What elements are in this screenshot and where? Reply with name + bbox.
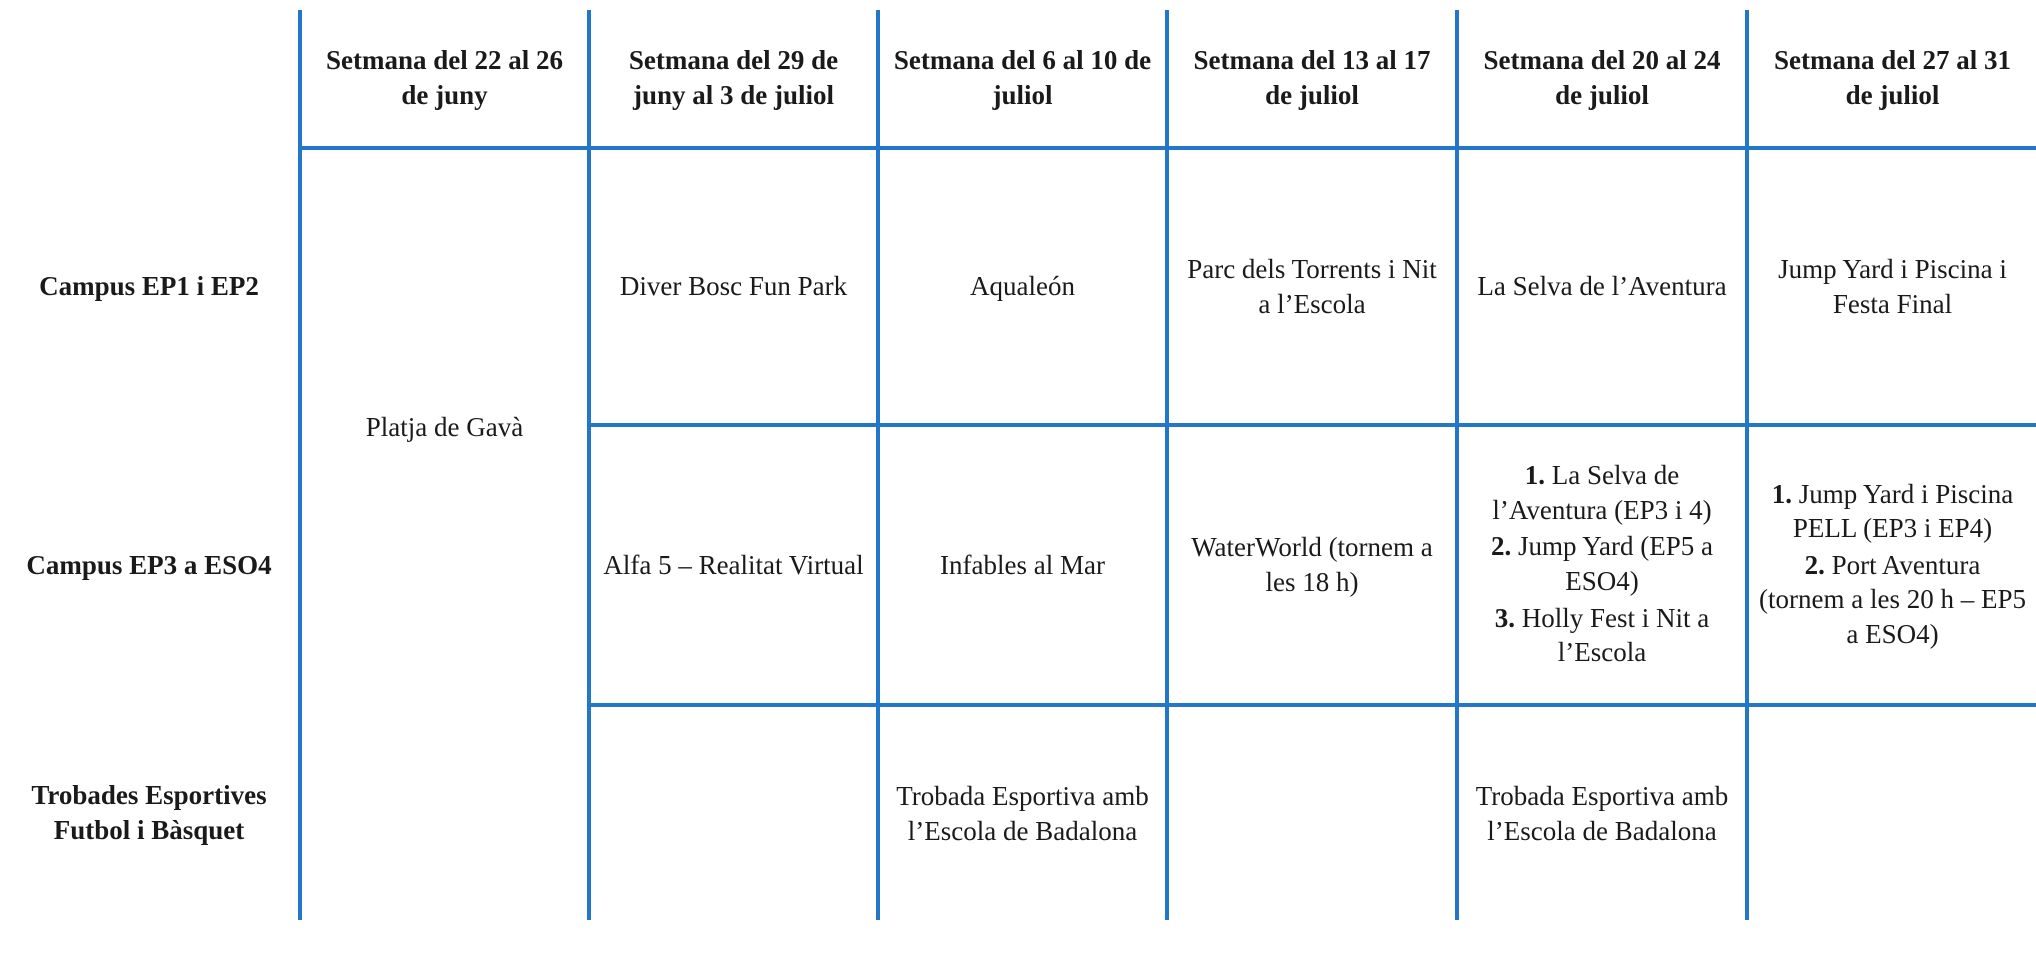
cell-ep1ep2-week5: La Selva de l’Aventura (1457, 148, 1747, 425)
cell-ep3eso4-week4: WaterWorld (tornem a les 18 h) (1167, 425, 1457, 705)
table-row (0, 705, 2036, 920)
column-header-week-5: Setmana del 20 al 24 de juliol (1457, 10, 1747, 148)
list-item-number: 1. (1524, 460, 1546, 491)
cell-trobades-week1 (300, 705, 589, 920)
cell-trobades-week6 (1747, 705, 2036, 920)
cell-trobades-week4 (1167, 705, 1457, 920)
activity-list-week6 (1759, 477, 2026, 652)
list-item-label: Port Aventura (tornem a les 20 h – EP5 a ESO4) (1759, 549, 2026, 649)
list-item-label: La Selva de l’Aventura (EP3 i 4) (1492, 460, 1712, 525)
row-label-trobades-esportives: Trobades Esportives Futbol i Bàsquet (31, 779, 267, 845)
list-item-number: 2. (1804, 549, 1825, 580)
cell-trobades-week2 (589, 705, 878, 920)
list-item (1759, 477, 2026, 546)
list-item (1469, 458, 1735, 527)
cell-ep1ep2-week4: Parc dels Torrents i Nit a l’Escola (1167, 148, 1457, 425)
list-item-number: 1. (1771, 478, 1792, 509)
cell-trobades-week3: Trobada Esportiva amb l’Escola de Badalona (878, 705, 1167, 920)
cell-platja-de-gava: Platja de Gavà (300, 148, 589, 705)
cell-ep1ep2-week2: Diver Bosc Fun Park (589, 148, 878, 425)
list-item (1469, 601, 1735, 670)
list-item-label: Holly Fest i Nit a l’Escola (1521, 602, 1710, 668)
table-header-row (0, 10, 2036, 148)
column-header-week-6: Setmana del 27 al 31 de juliol (1747, 10, 2036, 148)
row-label-campus-ep1-ep2: Campus EP1 i EP2 (39, 271, 259, 302)
cell-ep3eso4-week3: Infables al Mar (878, 425, 1167, 705)
cell-ep3eso4-week5 (1457, 425, 1747, 705)
column-header-week-2: Setmana del 29 de juny al 3 de juliol (589, 10, 878, 148)
activity-list-week5 (1469, 458, 1735, 669)
cell-ep3eso4-week2: Alfa 5 – Realitat Virtual (589, 425, 878, 705)
column-header-week-4: Setmana del 13 al 17 de juliol (1167, 10, 1457, 148)
list-item-number: 2. (1490, 531, 1512, 562)
column-header-week-1: Setmana del 22 al 26 de juny (300, 10, 589, 148)
column-header-week-3: Setmana del 6 al 10 de juliol (878, 10, 1167, 148)
list-item (1469, 529, 1735, 598)
list-item-label: Jump Yard (EP5 a ESO4) (1517, 531, 1713, 596)
cell-ep1ep2-week3: Aqualeón (878, 148, 1167, 425)
cell-trobades-week5: Trobada Esportiva amb l’Escola de Badalona (1457, 705, 1747, 920)
list-item-number: 3. (1494, 602, 1515, 633)
cell-ep1ep2-week6: Jump Yard i Piscina i Festa Final (1747, 148, 2036, 425)
cell-ep3eso4-week6 (1747, 425, 2036, 705)
summer-campus-schedule-table (0, 10, 2036, 920)
table-corner-cell (0, 10, 300, 148)
row-label-campus-ep3-eso4: Campus EP3 a ESO4 (26, 549, 272, 580)
list-item-label: Jump Yard i Piscina PELL (EP3 i EP4) (1792, 478, 2014, 544)
list-item (1759, 548, 2026, 652)
table-row (0, 148, 2036, 425)
